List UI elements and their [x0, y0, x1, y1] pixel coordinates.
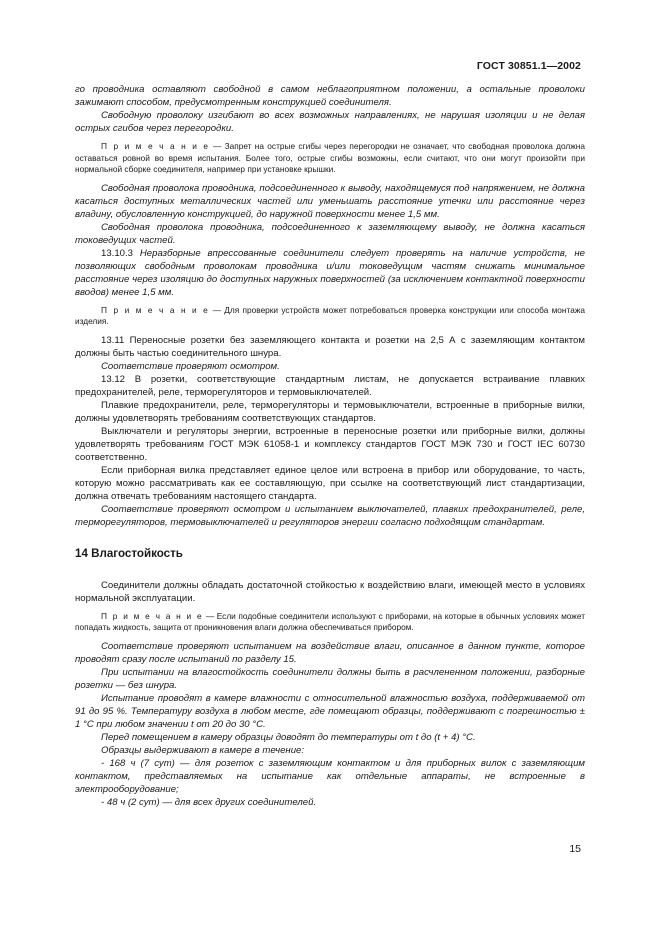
paragraph: Соединители должны обладать достаточной стойкостью к воздействию влаги, имеющей место в условиях нормальной эксплуатации. [75, 579, 585, 604]
page-number: 15 [569, 843, 581, 855]
note-label: П р и м е ч а н и е [101, 610, 204, 621]
note-text: — Если подобные соединители используют с приборами, на которые в обычных условиях может попадать жидкость, защита от проникновения влаги должна обеспечиваться прибором. [75, 610, 585, 632]
note-text: — Запрет на острые сгибы через перегородки не означает, что свободная проволока должна оставаться ровной во время испытания. Более того, острые сгибы возможны, если считают, что они могут произойти при нормальной сборке соединителя, например при установке крышки. [75, 141, 585, 174]
paragraph: го проводника оставляют свободной в самом неблагоприятном положении, а остальные проволоки зажимают способом, предусмотренным конструкцией соединителя. [75, 84, 585, 108]
document-body [75, 83, 585, 809]
paragraph: Испытание проводят в камере влажности с относительной влажностью воздуха, поддерживаемой от 91 до 95 %. Температуру воздуха в любом месте, где помещают образцы, поддерживают с погрешностью ± 1 °С при любом значении t от 20 до 30 °С. [75, 692, 585, 730]
note [75, 611, 585, 634]
section-title: 14 Влагостойкость [75, 546, 183, 560]
note-label: П р и м е ч а н и е [101, 141, 210, 151]
paragraph: Образцы выдерживают в камере в течение: [101, 744, 305, 756]
paragraph: 13.11 Переносные розетки без заземляющего контакта и розетки на 2,5 А с заземляющим контактом должны быть частью соединительного шнура. [75, 334, 585, 359]
paragraph: 13.12 В розетки, соответствующие стандартным листам, не допускается встраивание плавких предохранителей, реле, терморегуляторов и термовыключателей. [75, 373, 585, 398]
clause-number: 13.10.3 [101, 247, 134, 259]
paragraph: При испытании на влагостойкость соединители должны быть в расчлененном положении, разборные розетки — без шнура. [75, 666, 585, 691]
paragraph: Соответствие проверяют осмотром. [101, 360, 280, 372]
paragraph: Свободную проволоку изгибают во всех возможных направлениях, не нарушая изоляции и не делая острых сгибов через перегородки. [75, 110, 585, 134]
paragraph: Свободная проволока проводника, подсоединенного к выводу, находящемуся под напряжением, не должна касаться доступных металлических частей или уменьшать расстояние утечки или расстояние через владину, обусловленную конструкцией, до наружной поверхности менее 1,5 мм. [75, 182, 585, 220]
note-text: — Для проверки устройств может потребоваться проверка конструкции или способа монтажа изделия. [75, 304, 585, 326]
list-item: - 48 ч (2 сут) — для всех других соединителей. [101, 796, 317, 808]
paragraph: Свободная проволока проводника, подсоединенного к заземляющему выводу, не должна касаться токоведущих частей. [75, 221, 585, 246]
note-label: П р и м е ч а н и е [101, 304, 210, 315]
note [75, 141, 585, 176]
paragraph: Выключатели и регуляторы энергии, встроенные в переносные розетки или приборные вилки, должны удовлетворять требованиям ГОСТ МЭК 61058-1 и комплексу стандартов ГОСТ МЭК 730 и ГОСТ IEC 60730 соответственно. [75, 425, 585, 463]
paragraph: Плавкие предохранители, реле, терморегуляторы и термовыключатели, встроенные в приборные вилки, должны удовлетворять требованиям соответствующих стандартов. [75, 399, 585, 424]
list-item: - 168 ч (7 сут) — для розеток с заземляющим контактом и для приборных вилок с заземляющим контактом, представляемых на испытание как отдельные аппараты, не встроенные в электрооборудование; [75, 757, 585, 795]
paragraph: Соответствие проверяют испытанием на воздействие влаги, описанное в данном пункте, которое проводят сразу после испытаний по разделу 15. [75, 640, 585, 665]
note [75, 305, 585, 328]
document-id-header: ГОСТ 30851.1—2002 [476, 60, 581, 72]
paragraph: Перед помещением в камеру образцы доводят до температуры от t до (t + 4) °С. [101, 731, 476, 743]
clause-text: Неразборные впрессованные соединители следует проверять на наличие устройств, не позволяющих свободным проволокам проводника и/или токоведущим частям снижать минимальное расстояние через изоляцию до доступных наружных поверхностей (за исключением контактной поверхности вводов) менее 1,5 мм. [75, 247, 585, 298]
paragraph: Если приборная вилка представляет единое целое или встроена в прибор или оборудование, то часть, которую можно рассматривать как ее составляющую, при ссылке на соответствующий лист стандартизации, должна отвечать требованиям настоящего стандарта. [75, 464, 585, 502]
paragraph [75, 247, 585, 299]
paragraph: Соответствие проверяют осмотром и испытанием выключателей, плавких предохранителей, реле, терморегуляторов, термовыключателей и регуляторов энергии согласно подходящим стандартам. [75, 503, 585, 528]
